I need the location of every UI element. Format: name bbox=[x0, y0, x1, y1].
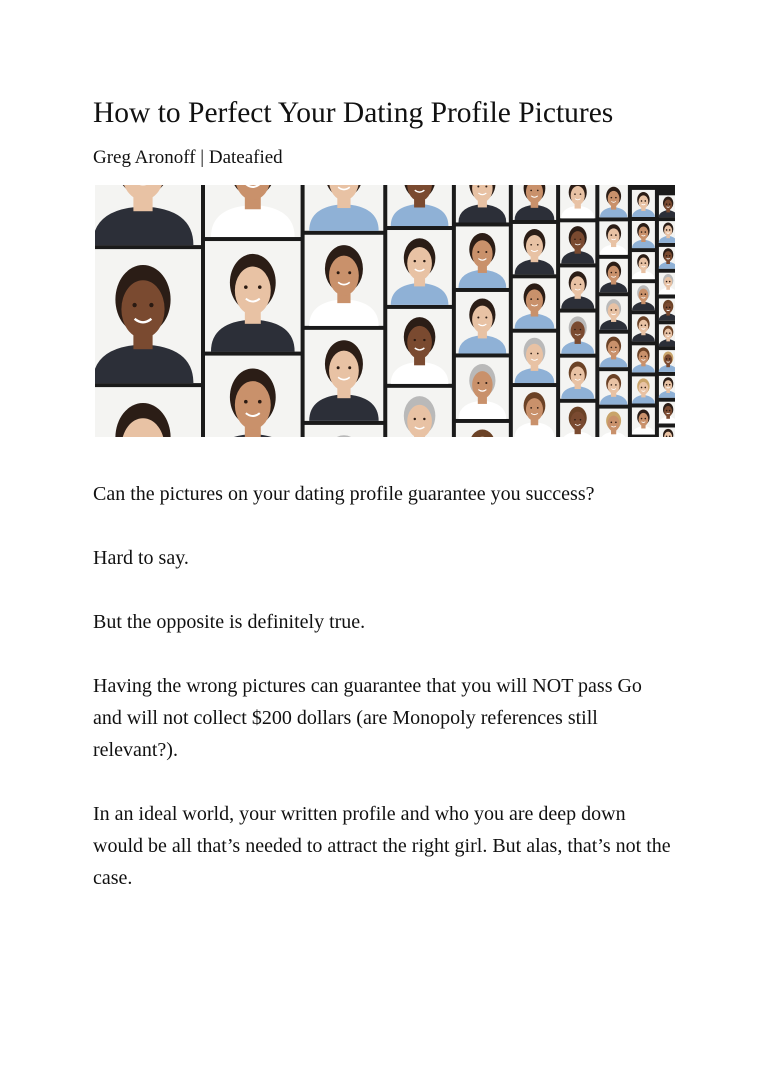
face-tile bbox=[659, 427, 675, 437]
faces-collage-image bbox=[95, 185, 675, 437]
face-tile bbox=[632, 345, 655, 372]
face-tile bbox=[599, 221, 628, 254]
face-tile bbox=[95, 249, 201, 383]
face-tile bbox=[599, 259, 628, 292]
face-tile bbox=[387, 388, 452, 437]
face-tile bbox=[205, 241, 301, 352]
face-tile bbox=[456, 357, 509, 418]
face-tile bbox=[632, 221, 655, 248]
face-tile bbox=[632, 252, 655, 279]
paragraph: Having the wrong pictures can guarantee that you will NOT pass Go and will not collect $200 dollars (are Monopoly references still relevant?). bbox=[93, 675, 642, 761]
article-body bbox=[93, 478, 673, 926]
face-tile bbox=[456, 226, 509, 287]
paragraph: Can the pictures on your dating profile guarantee you success? bbox=[93, 483, 595, 505]
face-tile bbox=[659, 221, 675, 243]
face-tile bbox=[513, 333, 556, 383]
face-tile bbox=[599, 409, 628, 437]
face-tile bbox=[560, 403, 595, 437]
face-tile bbox=[632, 407, 655, 434]
face-tile bbox=[456, 185, 509, 222]
face-tile bbox=[659, 402, 675, 424]
face-tile bbox=[599, 296, 628, 329]
face-tile bbox=[513, 387, 556, 437]
face-tile bbox=[599, 185, 628, 217]
face-tile bbox=[95, 387, 201, 437]
face-tile bbox=[456, 292, 509, 353]
face-tile bbox=[560, 358, 595, 399]
face-tile bbox=[305, 185, 384, 231]
face-tile bbox=[205, 185, 301, 237]
face-tile bbox=[599, 371, 628, 404]
face-tile bbox=[659, 299, 675, 321]
face-tile bbox=[659, 195, 675, 217]
face-tile bbox=[560, 222, 595, 263]
face-tile bbox=[513, 224, 556, 274]
face-tile bbox=[387, 230, 452, 305]
face-tile bbox=[95, 185, 201, 245]
face-tile bbox=[632, 376, 655, 403]
face-tile bbox=[305, 235, 384, 326]
face-tile bbox=[560, 313, 595, 354]
face-tile bbox=[560, 267, 595, 308]
face-tile bbox=[387, 309, 452, 384]
faces-collage-graphic bbox=[95, 185, 675, 437]
document-title: How to Perfect Your Dating Profile Pictures bbox=[93, 97, 614, 129]
author-byline: Greg Aronoff | Dateafied bbox=[93, 147, 283, 168]
face-tile bbox=[632, 314, 655, 341]
paragraph: But the opposite is definitely true. bbox=[93, 611, 366, 633]
face-tile bbox=[632, 283, 655, 310]
face-tile bbox=[387, 185, 452, 226]
paragraph: In an ideal world, your written profile and who you are deep down would be all that’s needed to attract the right girl. But alas, that’s not the case. bbox=[93, 803, 671, 889]
face-tile bbox=[560, 185, 595, 218]
face-tile bbox=[599, 334, 628, 367]
face-tile bbox=[632, 190, 655, 217]
face-tile bbox=[205, 356, 301, 437]
face-tile bbox=[456, 423, 509, 437]
face-tile bbox=[659, 273, 675, 295]
face-tile bbox=[659, 350, 675, 372]
face-tile bbox=[513, 185, 556, 220]
face-tile bbox=[305, 330, 384, 421]
face-tile bbox=[305, 425, 384, 437]
face-tile bbox=[659, 324, 675, 346]
paragraph: Hard to say. bbox=[93, 547, 189, 569]
face-tile bbox=[659, 376, 675, 398]
face-tile bbox=[513, 278, 556, 328]
face-tile bbox=[659, 247, 675, 269]
